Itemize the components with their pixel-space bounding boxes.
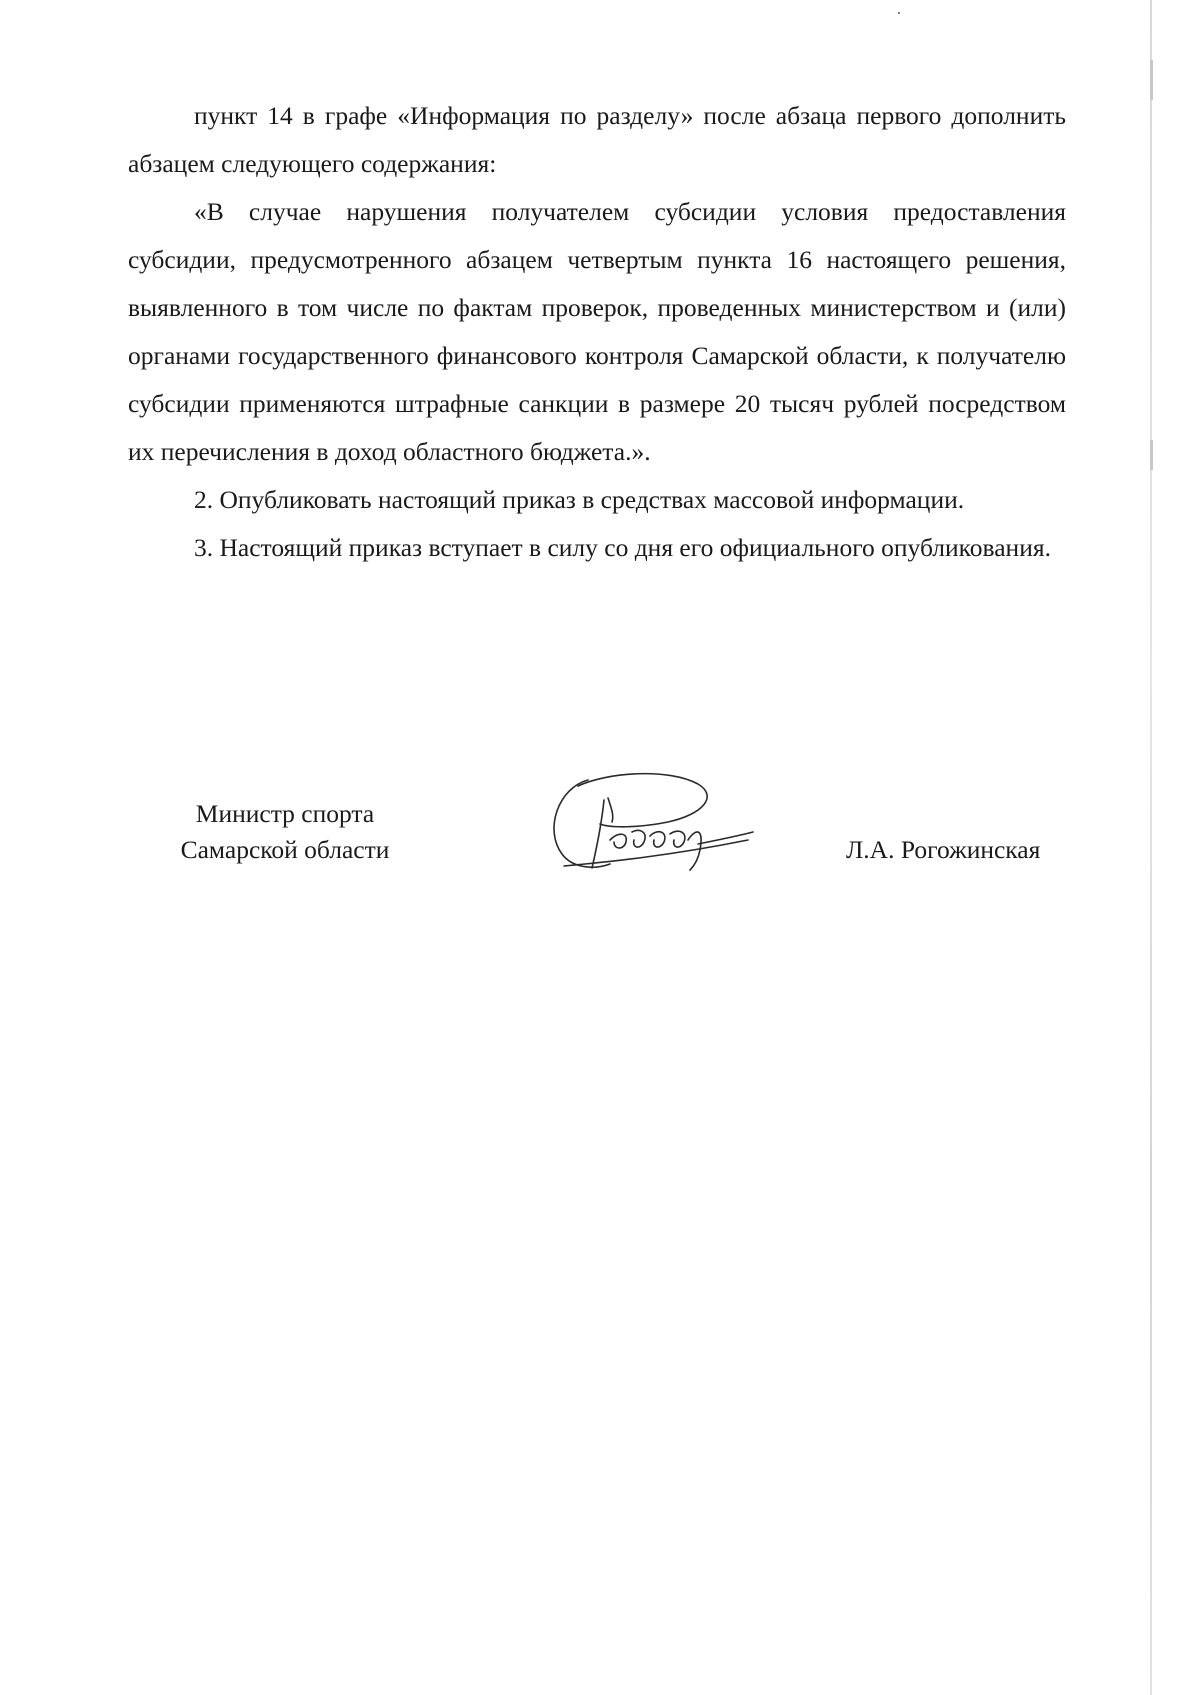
paragraph-item-2: 2. Опубликовать настоящий приказ в средствах массовой информации. xyxy=(194,485,965,514)
scan-speck xyxy=(898,12,900,14)
signer-position-line: Самарской области xyxy=(180,835,390,864)
scan-edge-mark xyxy=(1150,440,1153,470)
signer-position xyxy=(150,796,420,868)
scan-edge-mark xyxy=(1150,60,1153,100)
paragraph-amendment-text: «В случае нарушения получателем субсидии условия предоставления субсидии, предусмотренного абзацем четвертым пункта 16 настоящего решения, выявленного в том числе по фактам проверок, проведенных министерством и (или) органами государственного финансового контроля Самарской области, к получателю субсидии применяются штрафные санкции в размере 20 тысяч рублей посредством их перечисления в доход областного бюджета.». xyxy=(128,197,1066,466)
paragraph-item-3: 3. Настоящий приказ вступает в силу со дня его официального опубликования. xyxy=(194,533,1051,562)
scan-edge-line xyxy=(1150,0,1152,1695)
signer-name: Л.А. Рогожинская xyxy=(846,835,1041,864)
handwritten-signature xyxy=(548,770,758,880)
paragraph-amendment-intro: пункт 14 в графе «Информация по разделу» после абзаца первого дополнить абзацем следующего содержания: xyxy=(128,101,1066,178)
document-body xyxy=(128,92,1066,572)
signer-position-line: Министр спорта xyxy=(195,799,375,828)
